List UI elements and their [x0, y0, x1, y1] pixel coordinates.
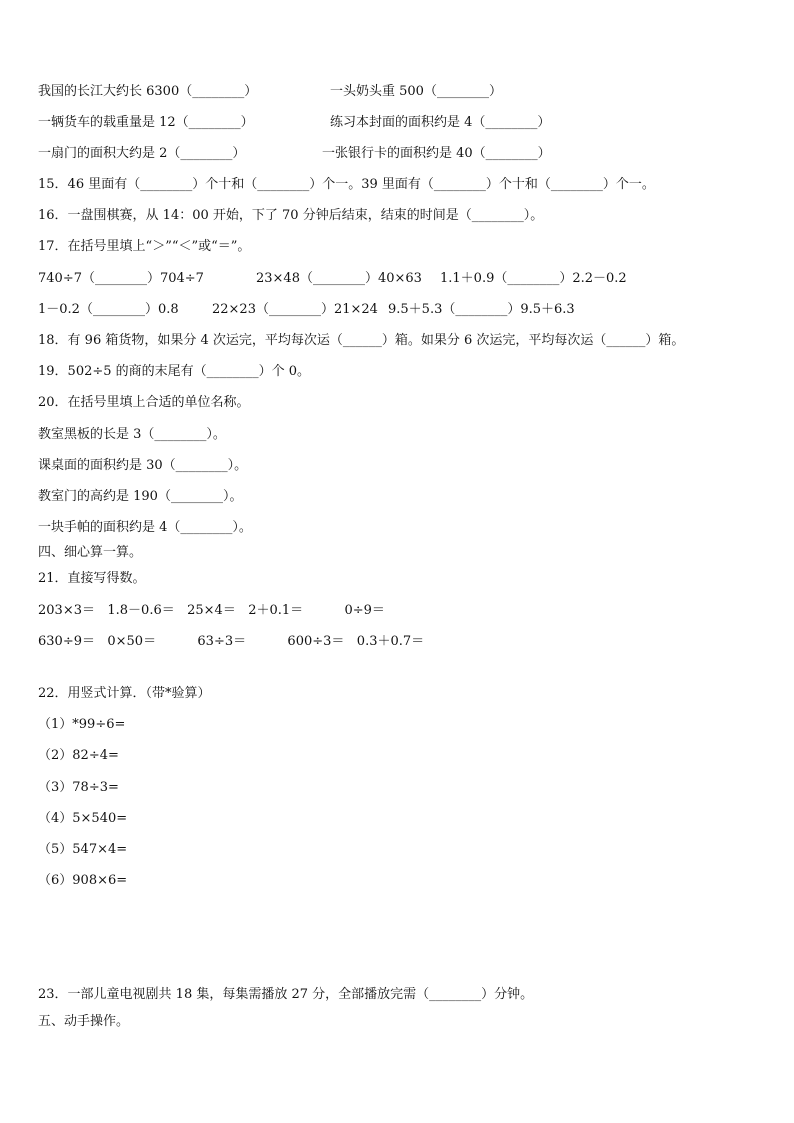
q20-item-4: 一块手帕的面积约是 4（________）。 [38, 520, 252, 535]
question-15: 15．46 里面有（________）个十和（________）个一。39 里面有（________）个十和（________）个一。 [38, 177, 655, 192]
q21-row-2: 630÷9＝ 0×50＝ 63÷3＝ 600÷3＝ 0.3＋0.7＝ [38, 634, 425, 649]
q20-item-2: 课桌面的面积约是 30（________）。 [38, 458, 248, 473]
compare-4: 1－0.2（________）0.8 [38, 302, 179, 317]
compare-2: 23×48（________）40×63 [256, 271, 422, 286]
q-truck-load: 一辆货车的载重量是 12（________） [38, 115, 254, 130]
q-notebook-area: 练习本封面的面积约是 4（________） [330, 115, 551, 130]
q22-item-1: （1）*99÷6= [38, 717, 126, 732]
question-16: 16．一盘围棋赛，从 14：00 开始，下了 70 分钟后结束，结束的时间是（________）。 [38, 208, 544, 223]
compare-3: 1.1＋0.9（________）2.2－0.2 [440, 271, 627, 286]
q20-item-3: 教室门的高约是 190（________）。 [38, 489, 243, 504]
q22-item-4: （4）5×540= [38, 811, 128, 826]
q-length-yangtze: 我国的长江大约长 6300（________） [38, 84, 258, 99]
question-18: 18．有 96 箱货物，如果分 4 次运完，平均每次运（______）箱。如果分 6 次运完，平均每次运（______）箱。 [38, 333, 685, 348]
q-bankcard-area: 一张银行卡的面积约是 40（________） [322, 146, 551, 161]
compare-6: 9.5＋5.3（________）9.5＋6.3 [388, 302, 575, 317]
compare-1: 740÷7（________）704÷7 [38, 271, 204, 286]
q20-item-1: 教室黑板的长是 3（________）。 [38, 427, 226, 442]
question-22: 22．用竖式计算．（带*验算） [38, 686, 211, 701]
section-4-title: 四、细心算一算。 [38, 545, 143, 560]
compare-5: 22×23（________）21×24 [212, 302, 378, 317]
q-door-area: 一扇门的面积大约是 2（________） [38, 146, 246, 161]
question-21: 21．直接写得数。 [38, 571, 146, 586]
q22-item-6: （6）908×6= [38, 873, 128, 888]
question-19: 19．502÷5 的商的末尾有（________）个 0。 [38, 364, 311, 379]
q22-item-5: （5）547×4= [38, 842, 128, 857]
question-20: 20．在括号里填上合适的单位名称。 [38, 395, 250, 410]
section-5-title: 五、动手操作。 [38, 1014, 130, 1029]
q22-item-3: （3）78÷3= [38, 780, 119, 795]
question-23: 23．一部儿童电视剧共 18 集，每集需播放 27 分，全部播放完需（________）分钟。 [38, 987, 534, 1002]
q-weight-cow: 一头奶头重 500（________） [330, 84, 502, 99]
q22-item-2: （2）82÷4= [38, 748, 119, 763]
q21-row-1: 203×3＝ 1.8－0.6＝ 25×4＝ 2＋0.1＝ 0÷9＝ [38, 603, 385, 618]
question-17: 17．在括号里填上“＞”“＜”或“＝”。 [38, 239, 251, 254]
